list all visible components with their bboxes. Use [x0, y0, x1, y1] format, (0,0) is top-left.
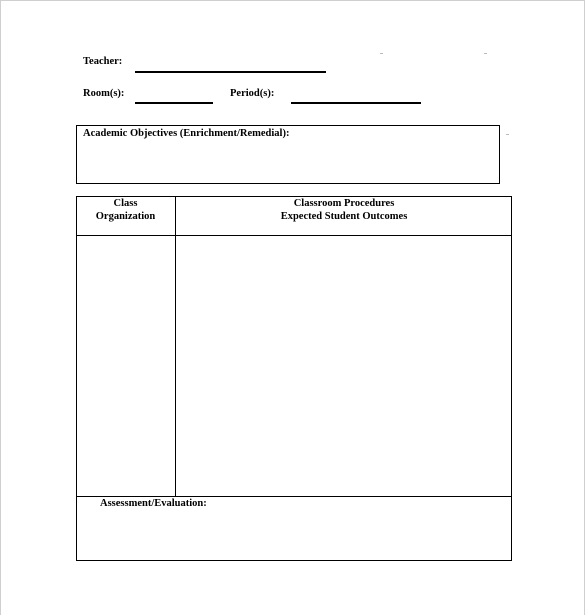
classroom-procedures-header-line2: Expected Student Outcomes [280, 211, 408, 222]
class-organization-header [76, 197, 175, 223]
classroom-procedures-header [176, 197, 512, 223]
classroom-procedures-header-line1: Classroom Procedures [293, 198, 395, 209]
class-organization-cell[interactable] [77, 236, 175, 496]
academic-objectives-label: Academic Objectives (Enrichment/Remedial): [83, 128, 290, 139]
academic-objectives-box[interactable] [76, 125, 500, 184]
teacher-field[interactable] [135, 71, 326, 73]
periods-label: Period(s): [230, 88, 275, 99]
teacher-label: Teacher: [83, 56, 123, 67]
scan-speck [380, 53, 383, 54]
assessment-cell[interactable] [77, 497, 511, 560]
assessment-label: Assessment/Evaluation: [100, 498, 207, 509]
periods-field[interactable] [291, 102, 421, 104]
rooms-field[interactable] [135, 102, 213, 104]
classroom-procedures-cell[interactable] [176, 236, 511, 496]
class-organization-header-line1: Class [113, 198, 138, 209]
rooms-label: Room(s): [83, 88, 125, 99]
scan-speck [484, 53, 487, 54]
scan-speck [506, 134, 509, 135]
class-organization-header-line2: Organization [95, 211, 156, 222]
